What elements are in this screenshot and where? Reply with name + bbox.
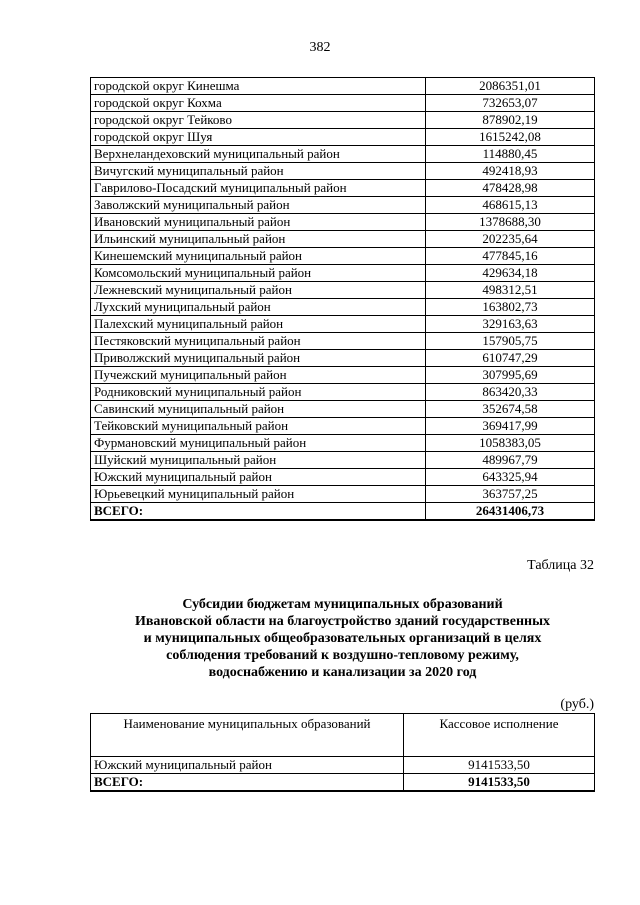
table-row <box>91 163 595 180</box>
row-value-cell: 468615,13 <box>426 197 595 214</box>
heading-line: Субсидии бюджетам муниципальных образований <box>182 597 503 612</box>
row-name-cell: Комсомольский муниципальный район <box>91 265 426 282</box>
row-value-cell: 202235,64 <box>426 231 595 248</box>
row-name-cell: Шуйский муниципальный район <box>91 452 426 469</box>
row-value-cell: 498312,51 <box>426 282 595 299</box>
table-row <box>91 146 595 163</box>
row-value-cell: 114880,45 <box>426 146 595 163</box>
header-value-cell: Кассовое исполнение <box>404 714 595 757</box>
page-number: 382 <box>309 40 331 55</box>
heading-line: и муниципальных общеобразовательных организаций в целях <box>143 631 542 646</box>
row-name-cell: Южский муниципальный район <box>91 757 404 774</box>
table-row <box>91 282 595 299</box>
table-row <box>91 384 595 401</box>
table-heading <box>90 596 595 681</box>
row-name-cell: Верхнеландеховский муниципальный район <box>91 146 426 163</box>
table-header-row <box>91 714 595 757</box>
row-value-cell: 478428,98 <box>426 180 595 197</box>
row-value-cell: 732653,07 <box>426 95 595 112</box>
row-name-cell: Гаврилово-Посадский муниципальный район <box>91 180 426 197</box>
total-value-cell: 9141533,50 <box>404 774 595 792</box>
row-name-cell: Вичугский муниципальный район <box>91 163 426 180</box>
table-row <box>91 350 595 367</box>
total-value-cell: 26431406,73 <box>426 503 595 521</box>
row-name-cell: городской округ Шуя <box>91 129 426 146</box>
row-value-cell: 477845,16 <box>426 248 595 265</box>
table-row <box>91 265 595 282</box>
row-name-cell: Кинешемский муниципальный район <box>91 248 426 265</box>
row-value-cell: 1615242,08 <box>426 129 595 146</box>
row-name-cell: городской округ Тейково <box>91 112 426 129</box>
total-row <box>91 503 595 521</box>
row-name-cell: Юрьевецкий муниципальный район <box>91 486 426 503</box>
table-row <box>91 129 595 146</box>
row-value-cell: 643325,94 <box>426 469 595 486</box>
row-value-cell: 9141533,50 <box>404 757 595 774</box>
table-row <box>91 180 595 197</box>
table-row <box>91 299 595 316</box>
row-value-cell: 610747,29 <box>426 350 595 367</box>
table-row <box>91 316 595 333</box>
row-value-cell: 863420,33 <box>426 384 595 401</box>
row-value-cell: 157905,75 <box>426 333 595 350</box>
subsidy-table-32 <box>90 713 595 792</box>
table-row <box>91 112 595 129</box>
heading-line: соблюдения требований к воздушно-тепловому режиму, <box>166 648 519 663</box>
header-name-cell: Наименование муниципальных образований <box>91 714 404 757</box>
row-name-cell: городской округ Кинешма <box>91 78 426 95</box>
total-name-cell: ВСЕГО: <box>91 774 404 792</box>
total-name-cell: ВСЕГО: <box>91 503 426 521</box>
row-value-cell: 307995,69 <box>426 367 595 384</box>
total-row <box>91 774 595 792</box>
row-value-cell: 363757,25 <box>426 486 595 503</box>
unit-label: (руб.) <box>560 697 594 712</box>
table-row <box>91 78 595 95</box>
row-value-cell: 329163,63 <box>426 316 595 333</box>
row-name-cell: Пестяковский муниципальный район <box>91 333 426 350</box>
table-row <box>91 435 595 452</box>
table-row <box>91 231 595 248</box>
table-row <box>91 333 595 350</box>
row-name-cell: Приволжский муниципальный район <box>91 350 426 367</box>
row-value-cell: 429634,18 <box>426 265 595 282</box>
row-value-cell: 1058383,05 <box>426 435 595 452</box>
table-row <box>91 197 595 214</box>
row-name-cell: Южский муниципальный район <box>91 469 426 486</box>
row-value-cell: 878902,19 <box>426 112 595 129</box>
row-value-cell: 492418,93 <box>426 163 595 180</box>
row-value-cell: 163802,73 <box>426 299 595 316</box>
row-value-cell: 352674,58 <box>426 401 595 418</box>
row-name-cell: Ивановский муниципальный район <box>91 214 426 231</box>
heading-line: Ивановской области на благоустройство зданий государственных <box>134 614 551 629</box>
table-row <box>91 452 595 469</box>
row-value-cell: 489967,79 <box>426 452 595 469</box>
row-value-cell: 2086351,01 <box>426 78 595 95</box>
table-row <box>91 214 595 231</box>
table-row <box>91 367 595 384</box>
row-name-cell: Лежневский муниципальный район <box>91 282 426 299</box>
table-label: Таблица 32 <box>527 558 594 573</box>
row-name-cell: Палехский муниципальный район <box>91 316 426 333</box>
row-name-cell: Тейковский муниципальный район <box>91 418 426 435</box>
row-name-cell: Лухский муниципальный район <box>91 299 426 316</box>
row-value-cell: 1378688,30 <box>426 214 595 231</box>
table-row <box>91 469 595 486</box>
table-row <box>91 757 595 774</box>
table-row <box>91 486 595 503</box>
table-row <box>91 248 595 265</box>
row-name-cell: Ильинский муниципальный район <box>91 231 426 248</box>
table-row <box>91 95 595 112</box>
row-name-cell: Пучежский муниципальный район <box>91 367 426 384</box>
subsidy-table-continued <box>90 77 595 521</box>
heading-line: водоснабжению и канализации за 2020 год <box>208 665 477 680</box>
row-name-cell: Родниковский муниципальный район <box>91 384 426 401</box>
row-name-cell: Савинский муниципальный район <box>91 401 426 418</box>
row-value-cell: 369417,99 <box>426 418 595 435</box>
table-row <box>91 418 595 435</box>
row-name-cell: городской округ Кохма <box>91 95 426 112</box>
row-name-cell: Фурмановский муниципальный район <box>91 435 426 452</box>
table-row <box>91 401 595 418</box>
row-name-cell: Заволжский муниципальный район <box>91 197 426 214</box>
